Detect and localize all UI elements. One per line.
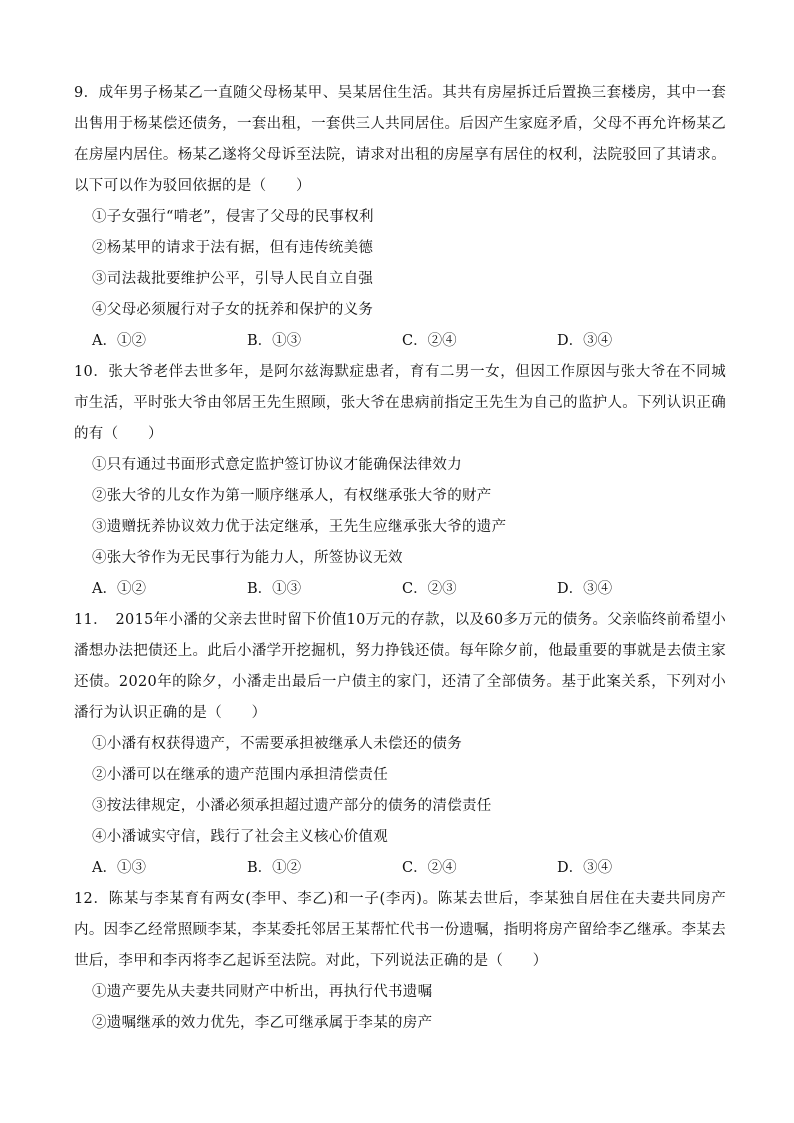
choice-b[interactable]: B．①② <box>247 860 302 876</box>
choice-d[interactable]: D．③④ <box>557 860 613 876</box>
choice-b[interactable]: B．①③ <box>247 581 302 597</box>
statement-3: ③遗赠抚养协议效力优于法定继承，王先生应继承张大爷的遗产 <box>92 519 507 535</box>
statement-2: ②张大爷的儿女作为第一顺序继承人，有权继承张大爷的财产 <box>92 488 492 504</box>
choice-a[interactable]: A．①③ <box>92 860 146 876</box>
choice-c[interactable]: C．②④ <box>402 860 457 876</box>
choice-b[interactable]: B．①③ <box>247 333 302 349</box>
statement-4: ④张大爷作为无民事行为能力人，所签协议无效 <box>92 550 403 566</box>
choice-c[interactable]: C．②③ <box>402 581 457 597</box>
choice-d[interactable]: D．③④ <box>557 333 613 349</box>
answer-choices <box>74 574 726 605</box>
question-stem: 11． 2015年小潘的父亲去世时留下价值10万元的存款，以及60多万元的债务。父亲临终前希望小潘想办法把债还上。此后小潘学开挖掘机，努力挣钱还债。每年除夕前，他最重要的事就是去债主家还债。2020年的除夕，小潘走出最后一户债主的家门，还清了全部债务。基于此案关系，下列对小潘行为认识正确的是（ ） <box>74 612 726 721</box>
question-stem: 10．张大爷老伴去世多年，是阿尔兹海默症患者，育有二男一女，但因工作原因与张大爷在不同城市生活，平时张大爷由邻居王先生照顾，张大爷在患病前指定王先生为自己的监护人。下列认识正确的有（ ） <box>74 364 726 442</box>
question-10 <box>74 357 726 605</box>
question-stem: 9．成年男子杨某乙一直随父母杨某甲、吴某居住生活。其共有房屋拆迁后置换三套楼房，其中一套出售用于杨某偿还债务，一套出租，一套供三人共同居住。后因产生家庭矛盾，父母不再允许杨某乙在房屋内居住。杨某乙遂将父母诉至法院，请求对出租的房屋享有居住的权利，法院驳回了其请求。以下可以作为驳回依据的是（ ） <box>74 85 726 194</box>
choice-d[interactable]: D．③④ <box>557 581 613 597</box>
statement-2: ②杨某甲的请求于法有据，但有违传统美德 <box>92 240 374 256</box>
statement-2: ②遗嘱继承的效力优先，李乙可继承属于李某的房产 <box>92 1015 433 1031</box>
statement-4: ④父母必须履行对子女的抚养和保护的义务 <box>92 302 374 318</box>
choice-a[interactable]: A．①② <box>92 581 146 597</box>
question-stem: 12．陈某与李某育有两女(李甲、李乙)和一子(李丙)。陈某去世后，李某独自居住在夫妻共同房产内。因李乙经常照顾李某，李某委托邻居王某帮忙代书一份遗嘱，指明将房产留给李乙继承。李某去世后，李甲和李丙将李乙起诉至法院。对此，下列说法正确的是（ ） <box>74 891 726 969</box>
statement-1: ①遗产要先从夫妻共同财产中析出，再执行代书遗嘱 <box>92 984 433 1000</box>
statement-1: ①子女强行“啃老”，侵害了父母的民事权利 <box>92 209 374 225</box>
choice-c[interactable]: C．②④ <box>402 333 457 349</box>
statement-1: ①只有通过书面形式意定监护签订协议才能确保法律效力 <box>92 457 462 473</box>
question-11 <box>74 605 726 884</box>
statement-3: ③司法裁批要维护公平，引导人民自立自强 <box>92 271 374 287</box>
answer-choices <box>74 853 726 884</box>
statement-1: ①小潘有权获得遗产，不需要承担被继承人未偿还的债务 <box>92 736 462 752</box>
statement-4: ④小潘诚实守信，践行了社会主义核心价值观 <box>92 829 388 845</box>
question-9 <box>74 78 726 357</box>
statement-2: ②小潘可以在继承的遗产范围内承担清偿责任 <box>92 767 388 783</box>
statement-3: ③按法律规定，小潘必须承担超过遗产部分的债务的清偿责任 <box>92 798 492 814</box>
answer-choices <box>74 326 726 357</box>
question-12 <box>74 884 726 1039</box>
choice-a[interactable]: A．①② <box>92 333 146 349</box>
